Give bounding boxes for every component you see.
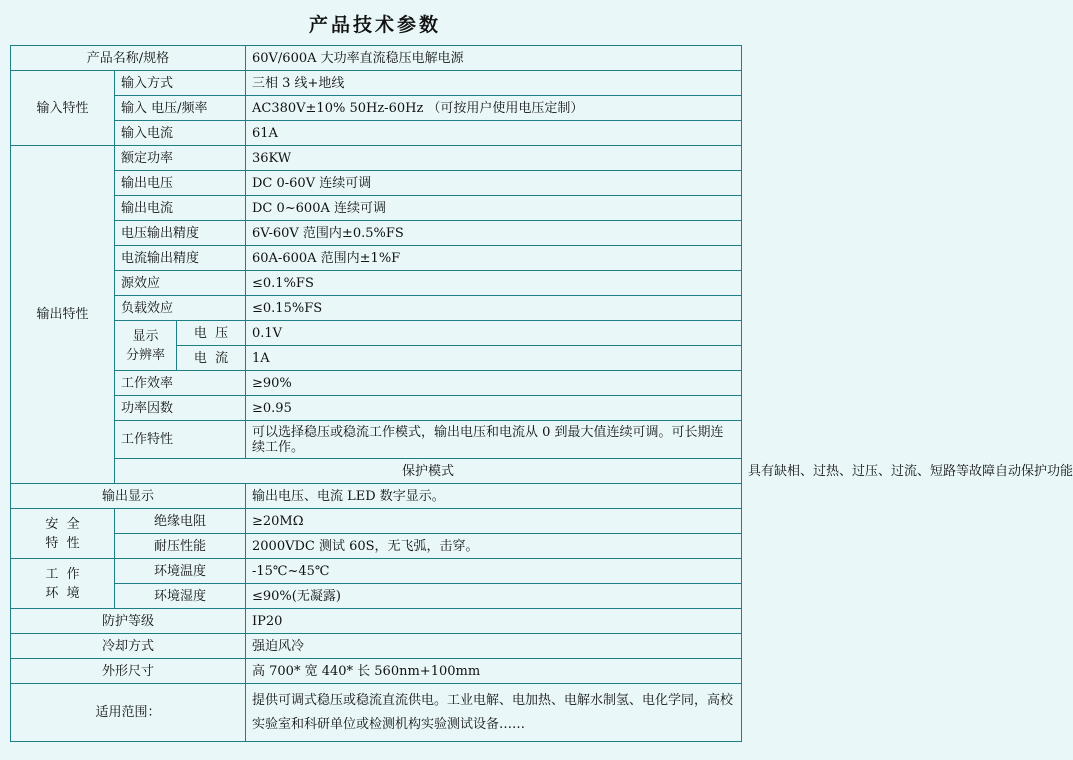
row-label: 环境湿度 xyxy=(115,584,246,609)
row-label: 输入 电压/频率 xyxy=(115,96,246,121)
row-label: 适用范围： xyxy=(11,684,246,742)
row-label: 绝缘电阻 xyxy=(115,509,246,534)
table-row xyxy=(11,634,742,659)
table-row xyxy=(11,396,742,421)
table-row xyxy=(11,684,742,742)
row-label: 防护等级 xyxy=(11,609,246,634)
row-label: 输入电流 xyxy=(115,121,246,146)
table-row xyxy=(11,484,742,509)
row-value: 60V/600A 大功率直流稳压电解电源 xyxy=(246,46,742,71)
environment-label-line2: 环 境 xyxy=(45,585,80,601)
table-row xyxy=(11,171,742,196)
row-value: 输出电压、电流 LED 数字显示。 xyxy=(246,484,742,509)
row-label: 电流输出精度 xyxy=(115,246,246,271)
row-value: DC 0~600A 连续可调 xyxy=(246,196,742,221)
page-title: 产品技术参数 xyxy=(308,14,441,36)
row-label: 输出电流 xyxy=(115,196,246,221)
row-label: 耐压性能 xyxy=(115,534,246,559)
row-value: ≤0.15%FS xyxy=(246,296,742,321)
row-label: 冷却方式 xyxy=(11,634,246,659)
row-value: 强迫风冷 xyxy=(246,634,742,659)
row-label: 输入方式 xyxy=(115,71,246,96)
row-value: AC380V±10% 50Hz-60Hz （可按用户使用电压定制） xyxy=(246,96,742,121)
row-value: 可以选择稳压或稳流工作模式，输出电压和电流从 0 到最大值连续可调。可长期连续工作。 xyxy=(246,421,742,459)
table-row xyxy=(11,96,742,121)
resolution-voltage-label: 电 压 xyxy=(177,321,246,346)
group-label-environment xyxy=(11,559,115,609)
safety-label-line2: 特 性 xyxy=(45,535,80,551)
table-row xyxy=(11,296,742,321)
row-label: 保护模式 xyxy=(115,459,742,484)
group-label-output: 输出特性 xyxy=(11,146,115,484)
row-value: 三相 3 线+地线 xyxy=(246,71,742,96)
table-row xyxy=(11,146,742,171)
table-row xyxy=(11,71,742,96)
row-value: ≤0.1%FS xyxy=(246,271,742,296)
row-value: -15℃~45℃ xyxy=(246,559,742,584)
group-label-input: 输入特性 xyxy=(11,71,115,146)
row-value: 提供可调式稳压或稳流直流供电。工业电解、电加热、电解水制氢、电化学同，高校实验室和科研单位或检测机构实验测试设备…… xyxy=(246,684,742,742)
table-row xyxy=(11,659,742,684)
table-row xyxy=(11,509,742,534)
row-value: ≤90%(无凝露) xyxy=(246,584,742,609)
table-row xyxy=(11,46,742,71)
row-label: 产品名称/规格 xyxy=(11,46,246,71)
row-label: 外形尺寸 xyxy=(11,659,246,684)
resolution-label-line2: 分辨率 xyxy=(125,347,165,363)
table-row xyxy=(11,196,742,221)
table-row xyxy=(11,321,742,346)
row-label: 负载效应 xyxy=(115,296,246,321)
row-value: 61A xyxy=(246,121,742,146)
row-label: 环境温度 xyxy=(115,559,246,584)
row-value: 6V-60V 范围内±0.5%FS xyxy=(246,221,742,246)
table-row xyxy=(11,371,742,396)
table-row xyxy=(11,421,742,459)
table-row xyxy=(11,609,742,634)
resolution-voltage-value: 0.1V xyxy=(246,321,742,346)
safety-label-line1: 安 全 xyxy=(45,516,80,532)
row-label: 工作效率 xyxy=(115,371,246,396)
row-value: ≥20MΩ xyxy=(246,509,742,534)
table-row xyxy=(11,584,742,609)
row-label: 额定功率 xyxy=(115,146,246,171)
resolution-label-line1: 显示 xyxy=(132,328,159,344)
row-value: 60A-600A 范围内±1%F xyxy=(246,246,742,271)
resolution-current-value: 1A xyxy=(246,346,742,371)
row-label: 输出显示 xyxy=(11,484,246,509)
row-value: ≥0.95 xyxy=(246,396,742,421)
row-value: 2000VDC 测试 60S，无飞弧，击穿。 xyxy=(246,534,742,559)
table-row xyxy=(11,121,742,146)
resolution-label xyxy=(115,321,177,371)
row-value: IP20 xyxy=(246,609,742,634)
row-label: 工作特性 xyxy=(115,421,246,459)
row-value: 高 700* 宽 440* 长 560nm+100mm xyxy=(246,659,742,684)
table-row xyxy=(11,534,742,559)
table-row xyxy=(11,221,742,246)
group-label-safety xyxy=(11,509,115,559)
row-value: DC 0-60V 连续可调 xyxy=(246,171,742,196)
resolution-current-label: 电 流 xyxy=(177,346,246,371)
row-label: 功率因数 xyxy=(115,396,246,421)
spec-table xyxy=(10,45,1073,742)
environment-label-line1: 工 作 xyxy=(45,566,80,582)
row-label: 输出电压 xyxy=(115,171,246,196)
row-label: 电压输出精度 xyxy=(115,221,246,246)
table-row xyxy=(11,246,742,271)
row-value: 36KW xyxy=(246,146,742,171)
row-value: ≥90% xyxy=(246,371,742,396)
row-label: 源效应 xyxy=(115,271,246,296)
table-row xyxy=(11,271,742,296)
table-row xyxy=(11,559,742,584)
table-row: 保护模式 具有缺相、过热、过压、过流、短路等故障自动保护功能 xyxy=(11,459,742,484)
